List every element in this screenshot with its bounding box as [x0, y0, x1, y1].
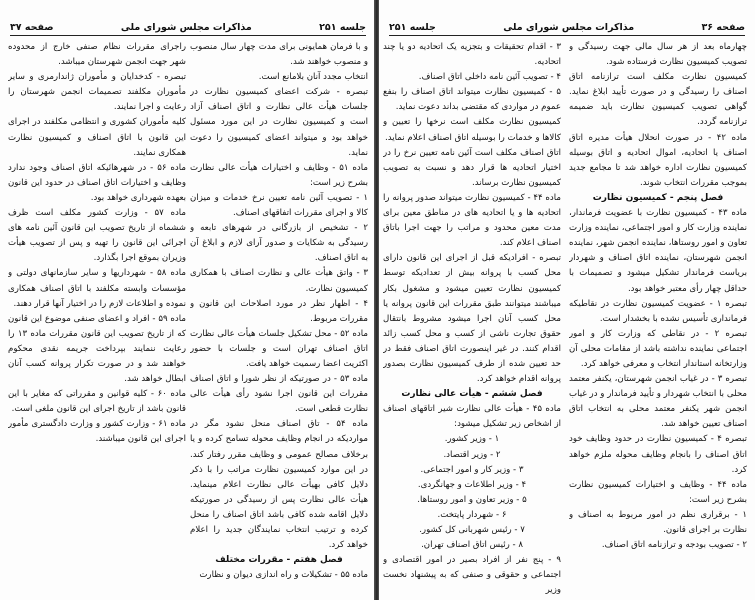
paragraph: ماده ۴۲ - در صورت انحلال هیأت مدیره اتاق اصناف یا اتحادیه، اموال اتحادیه و اتاق بوسیله کمیسیون نظارت اداره خواهد شد تا مجامع جدید بموجب مقررات انتخاب شوند.	[569, 132, 747, 188]
paragraph: ماده ۴۵ - هیأت عالی نظارت شیر اتاقهای اصناف از اشخاص زیر تشکیل میشود:	[383, 404, 561, 430]
paragraph: ماده ۴۴ - کمیسیون نظارت میتواند صدور پروانه را اتحادیه ها و یا اتحادیه های در مناطق معین برای مدت معین محدود و مراتب را جهت اجرا باتاق اصناف اعلام کند.	[383, 192, 561, 249]
paragraph: تبصره - شرکت اعضای کمیسیون نظارت در جلسات هیأت عالی نظارت و اتاق اصناف آزاد است و کمیسیون نظارت در این مورد مسئول خواهد بود و میتواند اعضای کمیسیون را دعوت نماید.	[190, 87, 368, 158]
paragraph: ماده ۵۶ - در شهرهائیکه اتاق اصناف وجود ندارد وظایف و اختیارات اتاق اصناف در حدود این قانون بعهده شهرداری خواهد بود.	[8, 162, 186, 203]
paragraph: ۲ - تصویب بودجه و ترازنامه اتاق اصناف.	[601, 540, 747, 551]
paragraph: تبصره - کدخدایان و مأموران ژاندارمری و سایر مأموران مکلفند تصمیمات انجمن شهرستان را رعایت و اجرا نمایند.	[8, 72, 186, 113]
paragraph: ماده ۵۲ - محل تشکیل جلسات هیأت عالی نظارت اتاق اصناف تهران است و جلسات با حضور اکثریت اعضا رسمیت خواهد یافت.	[190, 328, 368, 369]
section-heading: فصل ششم - هیأت عالی نظارت	[401, 389, 543, 400]
paragraph: ماده ۶۱ - وزارت کشور و وزارت دادگستری مأمور اجرای این قانون میباشند.	[8, 419, 186, 445]
text-column-right	[569, 40, 747, 595]
paragraph: ۲ - تشخیص از بازرگانی در شهرهای تابعه و رسیدگی به شکایات و صدور آرای لازم و ابلاغ آن به اتاق اصناف.	[190, 223, 368, 264]
paragraph: ۹ - پنج نفر از افراد بصیر در امور اقتصادی و اجتماعی و حقوقی و صنفی که به پیشنهاد نخست وزیر	[383, 555, 561, 595]
paragraph: ۵ - کمیسیون نظارت میتواند اتاق اصناف را بنفع عموم در مواردی که مقتضی بداند دعوت نماید.	[383, 87, 561, 113]
session-number: جلسه ۲۵۱	[319, 22, 366, 33]
paragraph: ماده ۶۰ - کلیه قوانین و مقرراتی که مغایر با این قانون باشد از تاریخ اجرای این قانون ملغی است.	[8, 389, 186, 415]
paragraph: راجرای مقررات نظام صنفی خارج از محدوده شهر جهت انجمن شهرستان میباشد.	[8, 42, 186, 68]
paragraph: ۴ - تصویب آئین نامه داخلی اتاق اصناف.	[418, 72, 561, 83]
paragraph: تبصره ۴ - کمیسیون نظارت در حدود وظایف خود اتاق اصناف را بانجام وظایف محوله ملزم خواهد کرد.	[569, 434, 747, 475]
paragraph: کمیسیون نظارت مکلف است ترازنامه اتاق اصناف را رسیدگی و در صورت تأیید ابلاغ نماید. گواهی تصویب کمیسیون نظارت باید ضمیمه ترازنامه گردد.	[569, 72, 747, 128]
paragraph: کمیسیون نظارت مکلف است نرخها را تعیین و کالاها و خدمات را بوسیله اتاق اصناف اعلام نماید.	[383, 117, 561, 143]
left-page	[0, 0, 376, 600]
paragraph: ماده ۵۳ - در صورتیکه از نظر شورا و اتاق اصناف مقررات این قانون اجرا نشود رأی هیأت عالی نظارت قطعی است.	[190, 374, 368, 415]
paragraph: ۷ - رئیس شهربانی کل کشور.	[419, 525, 525, 535]
paragraph: ماده ۵۴ - تاق اصناف منحل نشود مگر در مواردیکه در انجام وظایف محوله تسامح کرده و یا برخلاف مصالح عمومی و وظایف مقرر رفتار کند. در این موارد کمیسیون نظارت مراتب را با ذکر دلایل کافی بهیأت عالی نظارت اعلام مینماید. هیأت عالی نظارت پس از رسیدگی در صورتیکه دلایل اقامه شده کافی باشد اتاق اصناف را منحل کرده و ترتیب انتخاب نمایندگان جدید را اعلام خواهد کرد.	[190, 419, 368, 551]
text-column-left	[383, 40, 561, 595]
paragraph: اتاق اصناف مکلف است آئین نامه تعیین نرخ را در اختیار اتحادیه ها قرار دهد و نسبت به تصویب کمیسیون نظارت برساند.	[383, 147, 561, 188]
paragraph: ۳ - اقدام تحقیقات و بتجزیه یک اتحادیه دو یا چند اتحادیه.	[383, 42, 561, 68]
text-column-left	[8, 40, 186, 595]
paragraph: تبصره ۱ - عضویت کمیسیون نظارت در نقاطیکه فرمانداری تأسیس نشده با بخشدار است.	[569, 298, 747, 324]
page-header	[389, 22, 745, 36]
page-number: صفحه ۳۷	[10, 22, 54, 33]
paragraph: چهارماه بعد از هر سال مالی جهت رسیدگی و تصویب کمیسیون نظارت فرستاده شود.	[569, 42, 747, 68]
section-heading: فصل هفتم - مقررات مختلف	[215, 555, 343, 566]
paragraph: ۲ - وزیر اقتصاد.	[443, 449, 501, 460]
paragraph: ۴ - اظهار نظر در مورد اصلاحات این قانون و مقررات مربوط.	[190, 298, 368, 324]
paragraph: کلیه مأموران کشوری و انتظامی مکلفند در اجرای این قانون با اتاق اصناف و کمیسیون نظارت همکاری نمایند.	[8, 117, 186, 158]
paragraph: ۳ - واتق هیأت عالی و نظارت اصناف با همکاری کمیسیون نظارت.	[190, 268, 368, 294]
paragraph: ۴ - وزیر اطلاعات و جهانگردی.	[417, 479, 527, 490]
text-column-right	[190, 40, 368, 595]
paragraph: تبصره - افرادیکه قبل از اجرای این قانون دارای محل کسب با پروانه بیش از تعدادیکه توسط کمیسیون نظارت تعیین میشود و مشغول بکار میباشند میتوانند طبق مقررات این قانون پروانه یا محل کسب آنان اجرا میشود مشروط بانتقال حقوق تجارت ناشی از کسب و محل کسب زائد اقدام کنند. در غیر اینصورت اتاق اصناف فقط در حد تعیین شده از طرف کمیسیون نظارت بصدور پروانه اقدام خواهد کرد.	[383, 253, 561, 385]
running-title: مذاکرات مجلس شورای ملی	[503, 22, 635, 33]
paragraph: ماده ۵۷ - وزارت کشور مکلف است ظرف ششماه از تاریخ تصویب این قانون آئین نامه های اجرائی این قانون را تهیه و پس از تصویب هیأت وزیران بموقع اجرا بگذارد.	[8, 208, 186, 264]
section-heading: فصل پنجم - کمیسیون نظارت	[592, 192, 724, 203]
paragraph: ۵ - وزیر تعاون و امور روستاها.	[417, 494, 527, 505]
paragraph: ۳ - وزیر کار و امور اجتماعی.	[420, 464, 524, 475]
paragraph: ماده ۵۸ - شهرداریها و سایر سازمانهای دولتی و مؤسسات وابسته مکلفند با اتاق اصناف همکاری نموده و اطلاعات لازم را در اختیار آنها قرار دهند.	[8, 268, 186, 309]
paragraph: تبصره ۳ - در غیاب انجمن شهرستان، یکنفر معتمد محلی با انتخاب شهردار و تأیید فرماندار و در غیاب انجمن شهر یکنفر معتمد محلی به انتخاب اتاق اصناف تعیین خواهد شد.	[569, 374, 747, 430]
paragraph: ۸ - رئیس اتاق اصناف تهران.	[421, 540, 523, 551]
running-title: مذاکرات مجلس شورای ملی	[120, 22, 252, 33]
paragraph: تبصره ۲ - در نقاطی که وزارت کار و امور اجتماعی نماینده نداشته باشد از مقامات محلی آن وزارتخانه استاندار انتخاب و معرفی خواهد کرد.	[569, 328, 747, 369]
paragraph: انتخاب مجدد آنان بلامانع است.	[258, 72, 368, 83]
page-header	[10, 22, 366, 36]
paragraph: ۱ - تصویب آئین نامه تعیین نرخ خدمات و میزان کالا و اجرای مقررات اتفاقهای اصناف.	[190, 192, 368, 219]
session-number: جلسه ۲۵۱	[389, 22, 436, 33]
right-page	[379, 0, 755, 600]
paragraph: ۱ - برقراری نظم در امور مربوط به اصناف و نظارت بر اجرای قانون.	[569, 509, 747, 535]
paragraph: ماده ۴۳ - کمیسیون نظارت با عضویت فرماندار، نماینده وزارت کار و امور اجتماعی، نماینده وزارت تعاون و امور روستاها، نماینده انجمن شهر، نماینده انجمن شهرستان، نماینده اتاق اصناف و شهردار بریاست فرماندار تشکیل میشود و تصمیمات با حداقل چهار رأی معتبر خواهد بود.	[569, 208, 747, 294]
paragraph: ۱ - وزیر کشور.	[444, 434, 500, 445]
paragraph: ماده ۵۹ - افراد و اعضای صنفی موضوع این قانون که از تاریخ تصویب این قانون مقررات ماده ۱۳ را رعایت ننمایند بپرداخت جریمه نقدی محکوم خواهند شد و در صورت تکرار پروانه کسب آنان ابطال خواهد شد.	[8, 313, 186, 385]
page-number: صفحه ۳۶	[701, 22, 745, 33]
paragraph: و با فرمان همایونی برای مدت چهار سال منصوب و منصوب خواهند شد.	[190, 42, 368, 68]
paragraph: ۶ - شهردار پایتخت.	[437, 509, 507, 520]
paragraph: ماده ۴۴ - وظایف و اختیارات کمیسیون نظارت بشرح زیر است:	[569, 479, 747, 505]
paragraph: ماده ۵۱ - وظایف و اختیارات هیأت عالی نظارت بشرح زیر است:	[190, 162, 368, 188]
paragraph: ماده ۵۵ - تشکیلات و راه اندازی دیوان و نظارت	[199, 570, 368, 581]
